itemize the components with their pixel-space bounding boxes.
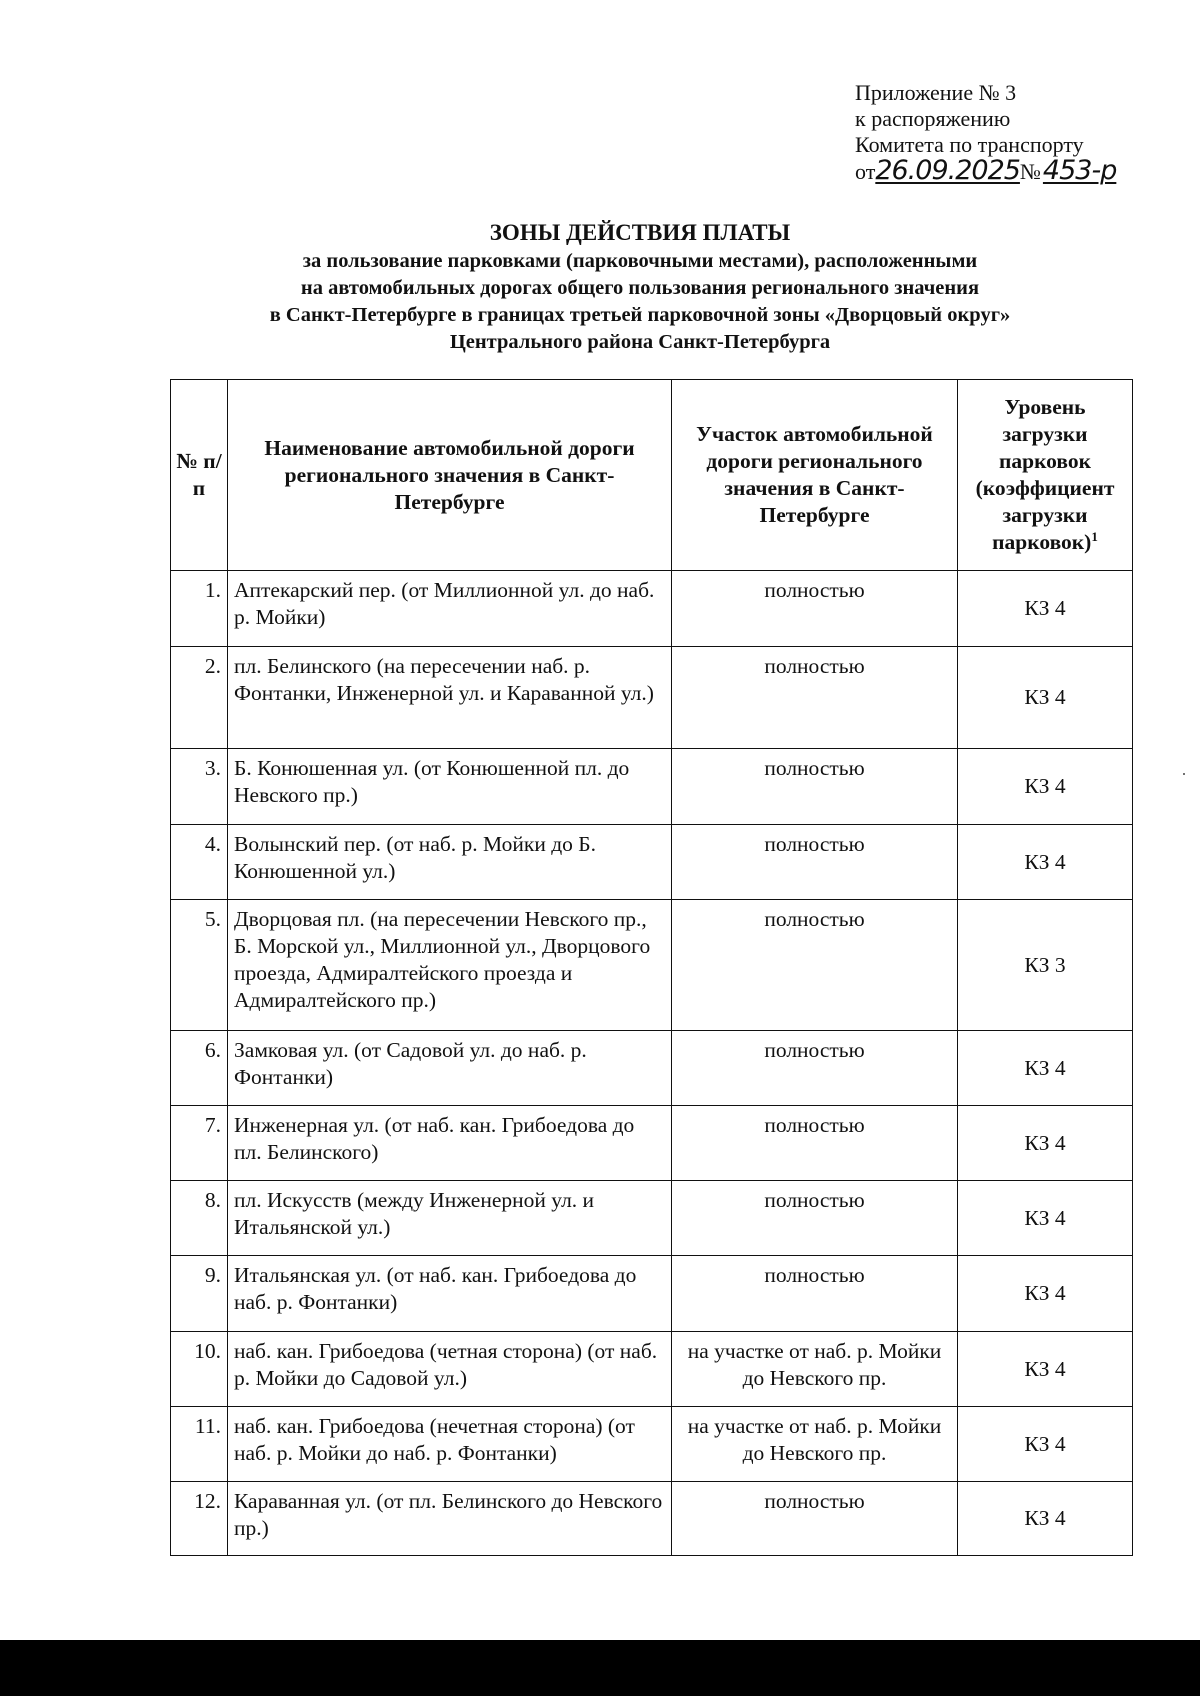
- row-number: 8.: [171, 1181, 228, 1256]
- road-name: Инженерная ул. (от наб. кан. Грибоедова до пл. Белинского): [228, 1106, 672, 1181]
- header-num: № п/п: [171, 380, 228, 571]
- table-row: [171, 1256, 1133, 1332]
- road-name: Волынский пер. (от наб. р. Мойки до Б. Конюшенной ул.): [228, 825, 672, 900]
- appendix-line-2: к распоряжению: [855, 106, 1011, 131]
- scan-bottom-border: [0, 1640, 1200, 1696]
- road-section: полностью: [672, 647, 958, 749]
- handwritten-date: 26.09.2025: [875, 155, 1020, 186]
- road-section: на участке от наб. р. Мойки до Невского пр.: [672, 1332, 958, 1407]
- load-level: КЗ 4: [958, 1256, 1133, 1332]
- load-level: КЗ 4: [958, 825, 1133, 900]
- load-level: КЗ 4: [958, 647, 1133, 749]
- load-level: КЗ 3: [958, 900, 1133, 1031]
- row-number: 9.: [171, 1256, 228, 1332]
- title-subline-1: за пользование парковками (парковочными местами), расположенными: [302, 250, 978, 272]
- parking-zones-table: [170, 379, 1133, 1556]
- appendix-line-1: Приложение № 3: [855, 80, 1017, 105]
- row-number: 1.: [171, 571, 228, 647]
- table-row: [171, 647, 1133, 749]
- footnote-marker: 1: [1091, 528, 1098, 544]
- table-row: [171, 1332, 1133, 1407]
- load-level: КЗ 4: [958, 1031, 1133, 1106]
- road-section: полностью: [672, 825, 958, 900]
- road-name: Итальянская ул. (от наб. кан. Грибоедова до наб. р. Фонтанки): [228, 1256, 672, 1332]
- row-number: 7.: [171, 1106, 228, 1181]
- title-subline-3: в Санкт-Петербурге в границах третьей парковочной зоны «Дворцовый округ»: [269, 304, 1011, 326]
- appendix-date-line: [855, 155, 1117, 186]
- table-row: [171, 1181, 1133, 1256]
- appendix-block: [855, 80, 1116, 185]
- load-level: КЗ 4: [958, 1332, 1133, 1407]
- header-road-name: Наименование автомобильной дороги регионального значения в Санкт-Петербурге: [228, 380, 672, 571]
- table-row: [171, 825, 1133, 900]
- row-number: 2.: [171, 647, 228, 749]
- row-number: 12.: [171, 1482, 228, 1556]
- table-row: [171, 900, 1133, 1031]
- title-subline-4: Центрального района Санкт-Петербурга: [449, 331, 831, 353]
- header-load-level: Уровень загрузки парковок (коэффициент загрузки парковок)$^1$: [958, 380, 1133, 571]
- road-section: полностью: [672, 900, 958, 1031]
- row-number: 6.: [171, 1031, 228, 1106]
- road-name: наб. кан. Грибоедова (четная сторона) (от наб. р. Мойки до Садовой ул.): [228, 1332, 672, 1407]
- road-name: Аптекарский пер. (от Миллионной ул. до наб. р. Мойки): [228, 571, 672, 647]
- table-row: [171, 1106, 1133, 1181]
- road-section: полностью: [672, 1031, 958, 1106]
- row-number: 5.: [171, 900, 228, 1031]
- row-number: 11.: [171, 1407, 228, 1482]
- road-name: Караванная ул. (от пл. Белинского до Невского пр.): [228, 1482, 672, 1556]
- row-number: 3.: [171, 749, 228, 825]
- table-header-row: [171, 380, 1133, 571]
- row-number: 4.: [171, 825, 228, 900]
- road-section: полностью: [672, 1106, 958, 1181]
- table-row: [171, 1407, 1133, 1482]
- load-level: КЗ 4: [958, 1181, 1133, 1256]
- number-prefix: №: [1019, 159, 1041, 184]
- table-row: [171, 571, 1133, 647]
- date-prefix: от: [855, 159, 876, 184]
- table-row: [171, 1482, 1133, 1556]
- header-road-section: Участок автомобильной дороги регионального значения в Санкт-Петербурге: [672, 380, 958, 571]
- load-level: КЗ 4: [958, 749, 1133, 825]
- table-row: [171, 1031, 1133, 1106]
- title-main: ЗОНЫ ДЕЙСТВИЯ ПЛАТЫ: [489, 220, 791, 245]
- road-name: пл. Белинского (на пересечении наб. р. Фонтанки, Инженерной ул. и Караванной ул.): [228, 647, 672, 749]
- title-subline-2: на автомобильных дорогах общего пользования регионального значения: [300, 277, 980, 299]
- document-title: [150, 218, 1130, 356]
- load-level: КЗ 4: [958, 1482, 1133, 1556]
- road-section: полностью: [672, 571, 958, 647]
- appendix-line-3: Комитета по транспорту: [855, 132, 1084, 157]
- road-section: на участке от наб. р. Мойки до Невского пр.: [672, 1407, 958, 1482]
- road-section: полностью: [672, 749, 958, 825]
- row-number: 10.: [171, 1332, 228, 1407]
- scan-speck: [1183, 773, 1185, 775]
- load-level: КЗ 4: [958, 1106, 1133, 1181]
- load-level: КЗ 4: [958, 1407, 1133, 1482]
- road-name: Замковая ул. (от Садовой ул. до наб. р. Фонтанки): [228, 1031, 672, 1106]
- table-row: [171, 749, 1133, 825]
- load-level: КЗ 4: [958, 571, 1133, 647]
- road-section: полностью: [672, 1482, 958, 1556]
- road-name: Б. Конюшенная ул. (от Конюшенной пл. до Невского пр.): [228, 749, 672, 825]
- road-name: наб. кан. Грибоедова (нечетная сторона) (от наб. р. Мойки до наб. р. Фонтанки): [228, 1407, 672, 1482]
- road-name: пл. Искусств (между Инженерной ул. и Итальянской ул.): [228, 1181, 672, 1256]
- road-name: Дворцовая пл. (на пересечении Невского пр., Б. Морской ул., Миллионной ул., Дворцового проезда, Адмиралтейского проезда и Адмиралтейского пр.): [228, 900, 672, 1031]
- handwritten-number: 453-р: [1042, 155, 1117, 186]
- road-section: полностью: [672, 1256, 958, 1332]
- road-section: полностью: [672, 1181, 958, 1256]
